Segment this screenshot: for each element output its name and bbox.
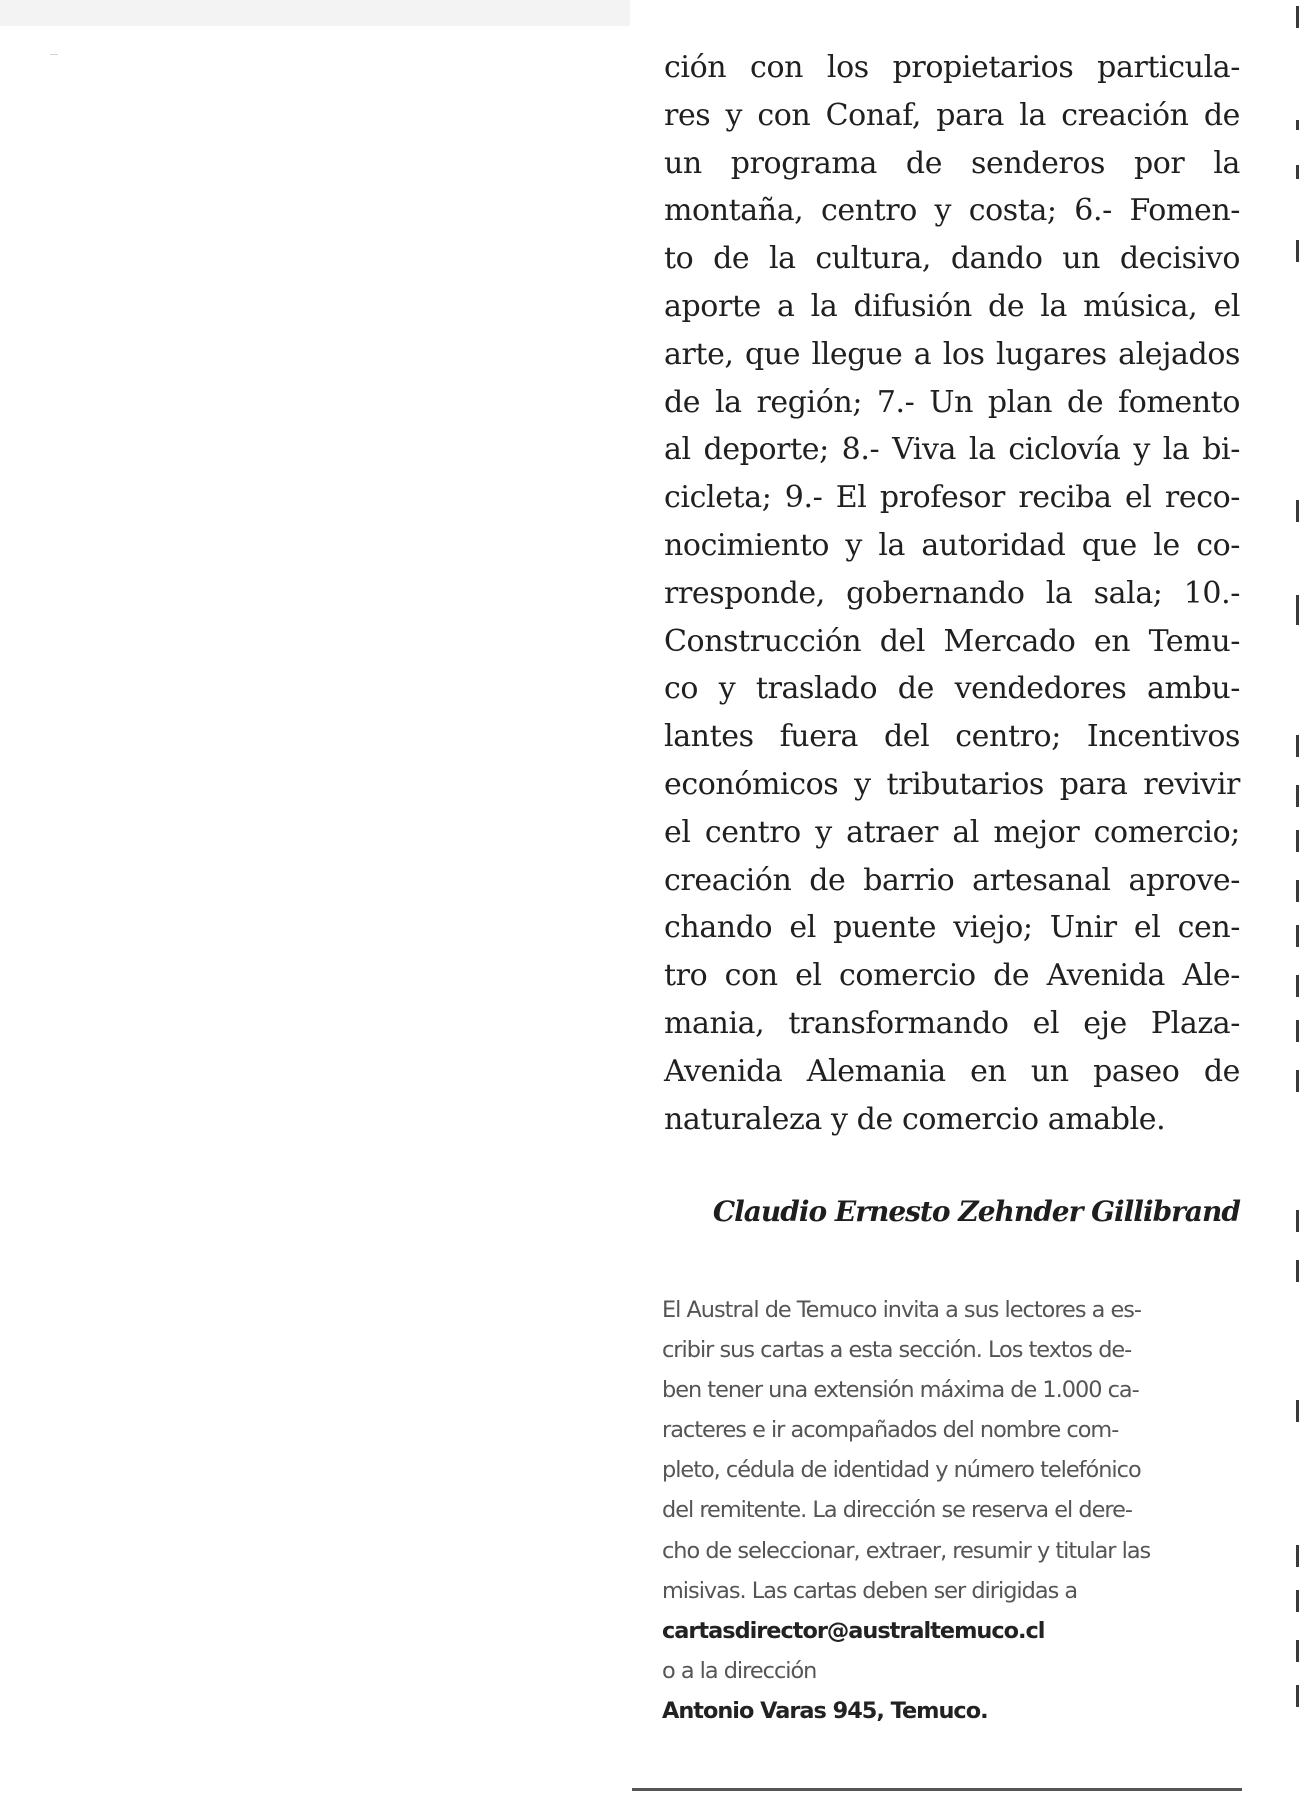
letter-signature: Claudio Ernesto Zehnder Gillibrand — [712, 1195, 1240, 1228]
letter-line: Construcción del Mercado en Temu- — [664, 623, 1240, 659]
letter-line: un programa de senderos por la — [664, 145, 1240, 181]
contact-email: cartasdirector@australtemuco.cl — [662, 1617, 1045, 1644]
letter-line: co y traslado de vendedores ambu- — [664, 671, 1240, 707]
letter-line: de la región; 7.- Un plan de fomento — [664, 384, 1240, 420]
letter-body — [664, 44, 1240, 1143]
edge-glyph — [1296, 240, 1299, 262]
edge-glyph — [1296, 1590, 1299, 1612]
info-line: El Austral de Temuco invita a sus lectores a es- — [662, 1297, 1141, 1323]
letter-line: aporte a la difusión de la música, el — [664, 288, 1240, 324]
letter-line: lantes fuera del centro; Incentivos — [664, 719, 1240, 755]
bottom-divider — [632, 1788, 1242, 1791]
info-connector: o a la dirección — [662, 1657, 817, 1684]
edge-glyph — [1296, 830, 1299, 852]
letter-line: ción con los propietarios particula- — [664, 50, 1240, 85]
letter-line: res y con Conaf, para la creación de — [664, 97, 1240, 133]
edge-glyph — [1296, 500, 1299, 522]
edge-glyph — [1296, 785, 1299, 807]
letter-line: creación de barrio artesanal aprove- — [664, 862, 1240, 898]
edge-glyph — [1296, 165, 1299, 179]
info-line: cho de seleccionar, extraer, resumir y titular las — [662, 1537, 1151, 1564]
letter-line: chando el puente viejo; Unir el cen- — [664, 910, 1240, 946]
edge-glyph — [1296, 1400, 1299, 1422]
postal-address: Antonio Varas 945, Temuco. — [662, 1697, 988, 1724]
info-line: pleto, cédula de identidad y número telefónico — [662, 1457, 1141, 1484]
adjacent-column-edge — [1296, 0, 1302, 1815]
info-line: racteres e ir acompañados del nombre com- — [662, 1417, 1119, 1444]
edge-glyph — [1296, 6, 1299, 28]
edge-glyph — [1296, 1545, 1299, 1567]
edge-glyph — [1296, 975, 1299, 997]
edge-glyph — [1296, 1260, 1299, 1282]
info-line: cribir sus cartas a esta sección. Los textos de- — [662, 1337, 1132, 1364]
edge-glyph — [1296, 1210, 1299, 1232]
letter-line: naturaleza y de comercio amable. — [664, 1101, 1166, 1137]
scan-top-strip — [0, 0, 630, 26]
info-line: ben tener una extensión máxima de 1.000 ca- — [662, 1377, 1139, 1404]
letter-line: mania, transformando el eje Plaza- — [664, 1005, 1240, 1041]
edge-glyph — [1296, 1685, 1299, 1707]
edge-glyph — [1296, 120, 1299, 130]
letter-line: nocimiento y la autoridad que le co- — [664, 527, 1240, 563]
info-line: del remitente. La dirección se reserva el dere- — [662, 1497, 1132, 1524]
submission-info-box — [662, 1290, 1242, 1731]
letter-line: económicos y tributarios para revivir — [664, 766, 1240, 802]
letter-line: montaña, centro y costa; 6.- Fomen- — [664, 193, 1240, 229]
letter-line: cicleta; 9.- El profesor reciba el reco- — [664, 480, 1240, 516]
edge-glyph — [1296, 735, 1299, 757]
letter-line: arte, que llegue a los lugares alejados — [664, 336, 1240, 372]
edge-glyph — [1296, 880, 1299, 902]
edge-glyph — [1296, 595, 1299, 625]
scan-artifact — [50, 54, 58, 55]
edge-glyph — [1296, 925, 1299, 947]
letter-column — [664, 44, 1240, 1143]
letter-line: al deporte; 8.- Viva la ciclovía y la bi- — [664, 432, 1240, 468]
info-line: misivas. Las cartas deben ser dirigidas a — [662, 1577, 1078, 1604]
letter-line: tro con el comercio de Avenida Ale- — [664, 958, 1240, 994]
edge-glyph — [1296, 1070, 1299, 1092]
letter-line: to de la cultura, dando un decisivo — [664, 241, 1240, 277]
edge-glyph — [1296, 1640, 1299, 1662]
edge-glyph — [1296, 1020, 1299, 1042]
letter-line: el centro y atraer al mejor comercio; — [664, 814, 1240, 850]
letter-line: Avenida Alemania en un paseo de — [664, 1053, 1240, 1089]
letter-line: rresponde, gobernando la sala; 10.- — [664, 575, 1240, 611]
